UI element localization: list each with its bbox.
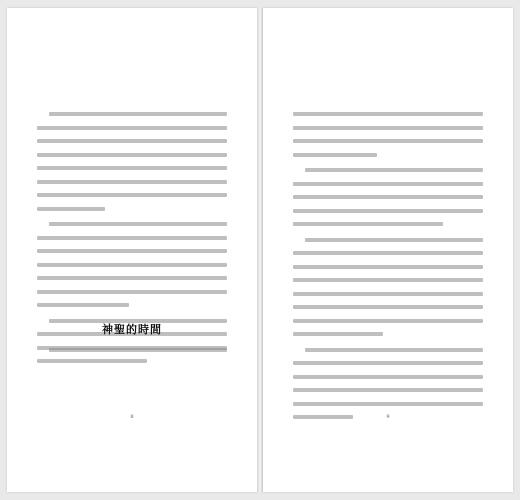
- text-line: [293, 361, 483, 365]
- text-line: [37, 139, 227, 143]
- text-line: [37, 263, 227, 267]
- text-line: [293, 388, 483, 392]
- text-line: [293, 195, 483, 199]
- page-number-right: 9: [386, 414, 390, 420]
- text-line: [37, 276, 227, 280]
- section-title: 神聖的時間: [102, 323, 162, 336]
- text-line: [305, 348, 483, 352]
- text-line: [37, 303, 129, 307]
- text-line: [49, 112, 227, 116]
- text-line: [37, 193, 227, 197]
- text-line: [293, 278, 483, 282]
- text-line: [37, 249, 227, 253]
- text-line: [49, 348, 227, 352]
- text-line: [37, 180, 227, 184]
- text-line: [305, 168, 483, 172]
- text-line: [305, 238, 483, 242]
- right-page: [263, 8, 513, 492]
- text-line: [293, 319, 483, 323]
- text-line: [37, 166, 227, 170]
- page-number-left: 8: [130, 414, 134, 420]
- text-line: [293, 251, 483, 255]
- text-line: [293, 305, 483, 309]
- text-line: [293, 292, 483, 296]
- text-line: [293, 332, 383, 336]
- text-line: [37, 126, 227, 130]
- text-line: [293, 222, 443, 226]
- text-line: [293, 139, 483, 143]
- right-page-body-text: [293, 112, 483, 429]
- text-line: [37, 153, 227, 157]
- text-line: [293, 112, 483, 116]
- left-page-section-text: [37, 348, 227, 362]
- text-line: [293, 126, 483, 130]
- text-line: [293, 182, 483, 186]
- text-line: [37, 236, 227, 240]
- text-line: [293, 265, 483, 269]
- text-line: [49, 222, 227, 226]
- text-line: [37, 290, 227, 294]
- text-line: [293, 209, 483, 213]
- left-page: [7, 8, 257, 492]
- text-line: [293, 153, 377, 157]
- text-line: [293, 402, 483, 406]
- text-line: [293, 375, 483, 379]
- text-line: [37, 207, 105, 211]
